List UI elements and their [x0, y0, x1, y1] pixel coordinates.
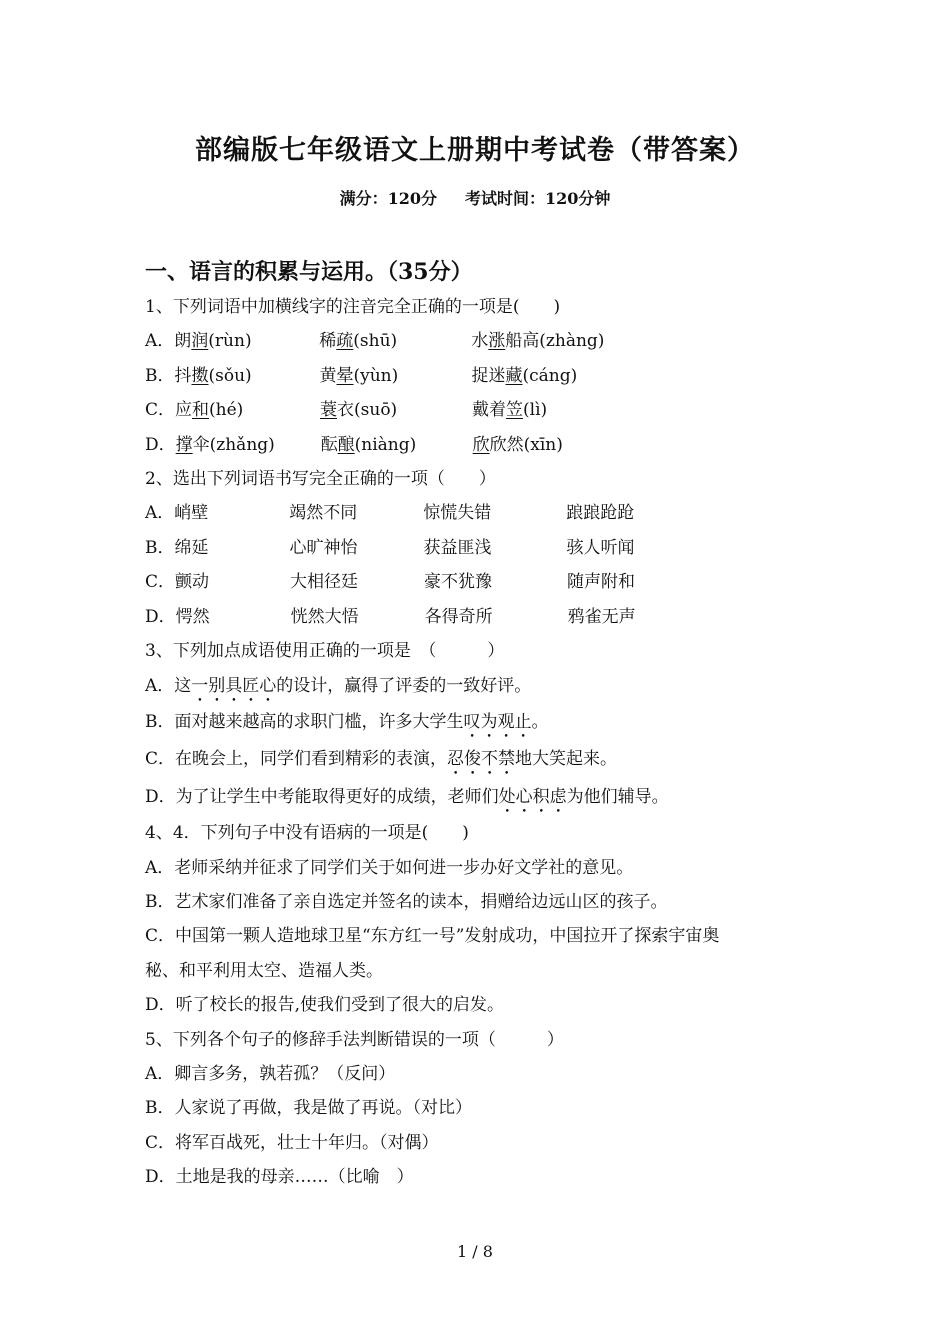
underlined-char: 撑: [175, 434, 193, 455]
dotted-idiom: 处心积虑: [498, 787, 567, 808]
option-label: B．: [145, 537, 175, 558]
question-5-option-a: A．卿言多务，孰若孤？（反问）: [145, 1064, 396, 1085]
underlined-char: 酿: [337, 434, 355, 455]
question-2-stem: 2、选出下列词语书写完全正确的一项（ ）: [145, 468, 496, 489]
option-label: C．: [145, 572, 176, 593]
question-2-option-a: A．峭壁 竭然不同 惊慌失错 踉踉跄跄: [145, 503, 635, 524]
full-score: 满分：120分: [339, 189, 437, 208]
option-label: D．: [145, 606, 176, 627]
underlined-char: 笠: [506, 400, 524, 421]
question-4-option-c-line-2: 秘、和平利用太空、造福人类。: [145, 960, 383, 981]
exam-info: [0, 186, 950, 209]
page-title: 部编版七年级语文上册期中考试卷（带答案）: [195, 135, 755, 166]
underlined-char: 晕: [336, 365, 354, 386]
question-5-option-c: C．将军百战死，壮士十年归。（对偶）: [145, 1132, 439, 1153]
option-label: D．: [145, 434, 176, 455]
question-1-option-b: B．抖擞(sǒu) 黄晕(yùn) 捉迷藏(cáng): [145, 365, 578, 386]
question-1-option-d: D．撑伞(zhǎng) 酝酿(niàng) 欣欣然(xīn): [145, 434, 563, 455]
dotted-idiom: 忍俊不禁: [447, 749, 516, 770]
underlined-char: 蓑: [320, 400, 338, 421]
question-4-option-d: D．听了校长的报告,使我们受到了很大的启发。: [145, 995, 505, 1016]
question-4-stem: 4、4．下列句子中没有语病的一项是( ): [145, 823, 469, 844]
section-heading-1: 一、语言的积累与运用。（35分）: [145, 259, 473, 285]
dotted-idiom: 一别具匠心: [191, 676, 277, 697]
dotted-idiom: 叹为观止: [463, 712, 532, 733]
question-1-stem: 1、下列词语中加横线字的注音完全正确的一项是( ): [145, 297, 561, 317]
question-list: [145, 290, 845, 1195]
option-label: A．: [145, 331, 175, 352]
question-2-option-b: B．绵延 心旷神怡 获益匪浅 骇人听闻: [145, 537, 635, 558]
underlined-char: 和: [192, 400, 210, 421]
underlined-char: 擞: [191, 365, 209, 386]
question-5-stem: 5、下列各个句子的修辞手法判断错误的一项（ ）: [145, 1029, 564, 1050]
page-number: 1 / 8: [457, 1242, 493, 1261]
question-3-option-c: C．在晚会上，同学们看到精彩的表演，忍俊不禁地大笑起来。: [145, 749, 618, 770]
underlined-char: 涨: [488, 331, 506, 352]
question-3-option-a: A．这一别具匠心的设计，赢得了评委的一致好评。: [145, 676, 532, 697]
question-3-stem: 3、下列加点成语使用正确的一项是 （ ）: [145, 640, 505, 661]
underlined-char: 润: [191, 331, 209, 352]
question-2-option-d: D．愕然 恍然大悟 各得奇所 鸦雀无声: [145, 606, 636, 627]
question-4-option-c-line-1: C．中国第一颗人造地球卫星“东方红一号”发射成功，中国拉开了探索宇宙奥: [145, 926, 720, 947]
question-3-option-d: D．为了让学生中考能取得更好的成绩，老师们处心积虑为他们辅导。: [145, 787, 669, 808]
underlined-char: 藏: [505, 365, 523, 386]
option-label: A．: [145, 503, 175, 524]
option-label: B．: [145, 365, 175, 386]
exam-time: 考试时间：120分钟: [465, 189, 611, 208]
question-1-option-a: A．朗润(rùn) 稀疏(shū) 水涨船高(zhàng): [145, 331, 605, 352]
underlined-char: 疏: [336, 331, 354, 352]
question-2-option-c: C．颤动 大相径廷 豪不犹豫 随声附和: [145, 572, 636, 593]
option-label: C．: [145, 400, 176, 421]
question-3-option-b: B．面对越来越高的求职门槛，许多大学生叹为观止。: [145, 712, 549, 733]
question-5-option-b: B．人家说了再做，我是做了再说。（对比）: [145, 1098, 472, 1119]
question-5-option-d: D．土地是我的母亲……（比喻 ）: [145, 1167, 414, 1188]
question-4-option-b: B．艺术家们准备了亲自选定并签名的读本，捐赠给边远山区的孩子。: [145, 892, 668, 913]
question-1-option-c: C．应和(hé) 蓑衣(suō) 戴着笠(lì): [145, 400, 548, 421]
question-4-option-a: A．老师采纳并征求了同学们关于如何进一步办好文学社的意见。: [145, 857, 634, 878]
underlined-char: 欣: [472, 434, 490, 455]
